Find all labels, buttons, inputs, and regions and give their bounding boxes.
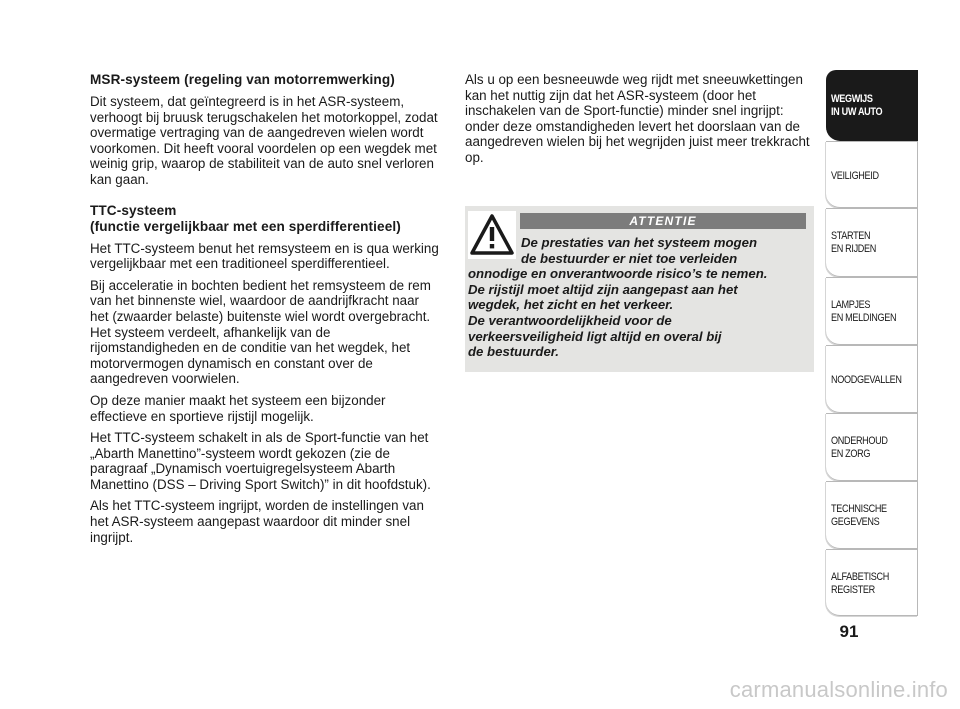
warning-line: onnodige en onverantwoorde risico’s te nemen. bbox=[468, 266, 768, 282]
warning-line: de bestuurder. bbox=[468, 344, 559, 360]
warning-header: ATTENTIE bbox=[520, 213, 806, 229]
tab-label-line2: IN UW AUTO bbox=[831, 105, 883, 118]
tab-label-line1: TECHNISCHE bbox=[831, 503, 887, 515]
tab-lampjes[interactable] bbox=[826, 277, 918, 345]
ttc-paragraph: Het TTC-systeem schakelt in als de Sport-functie van het „Abarth Manettino”-systeem wordt gekozen (zie de paragraaf „Dynamisch voertuigregelsysteem Abarth Manettino (DSS – Driving Sport Switch)” in dit hoofdstuk). bbox=[90, 430, 431, 492]
ttc-paragraph: Het TTC-systeem benut het remsysteem en is qua werking vergelijkbaar met een traditioneel sperdifferentieel. bbox=[90, 240, 439, 272]
tab-noodgevallen[interactable] bbox=[826, 345, 918, 413]
tab-alfabetisch[interactable] bbox=[826, 549, 918, 616]
msr-paragraph: Dit systeem, dat geïntegreerd is in het ASR-systeem, verhoogt bij bruusk terugschakelen het motorkoppel, zodat overmatige vertraging van de aangedreven wielen wordt voorkomen. Dit heeft vooral voordelen op een wegdek met weinig grip, waarop de stabiliteit van de auto snel verloren kan gaan. bbox=[90, 94, 438, 187]
snow-chains-paragraph: Als u op een besneeuwde weg rijdt met sneeuwkettingen kan het nuttig zijn dat het ASR-systeem (door het inschakelen van de Sport-functie) minder snel ingrijpt: onder deze omstandigheden levert het doorslaan van de aangedreven wielen bij het wegrijden juist meer trekkracht op. bbox=[465, 72, 810, 165]
ttc-heading-line2: (functie vergelijkbaar met een sperdifferentieel) bbox=[90, 218, 401, 234]
tab-label-line2: EN ZORG bbox=[831, 447, 871, 460]
warning-line: de bestuurder er niet toe verleiden bbox=[521, 250, 738, 266]
left-column bbox=[90, 72, 440, 551]
ttc-paragraph: Als het TTC-systeem ingrijpt, worden de instellingen van het ASR-systeem aangepast waardoor dit minder snel ingrijpt. bbox=[90, 498, 424, 545]
tab-label-line2: REGISTER bbox=[831, 583, 875, 596]
msr-heading: MSR-systeem (regeling van motorremwerking) bbox=[90, 72, 395, 87]
ttc-heading bbox=[90, 203, 440, 235]
tab-label-line2: EN RIJDEN bbox=[831, 242, 877, 255]
watermark: carmanualsonline.info bbox=[729, 677, 948, 702]
tab-label-line1: ONDERHOUD bbox=[831, 435, 888, 447]
tab-label-line2: GEGEVENS bbox=[831, 515, 880, 528]
tab-label-line1: NOODGEVALLEN bbox=[831, 374, 902, 386]
tab-label-line2: EN MELDINGEN bbox=[831, 311, 897, 324]
warning-text bbox=[468, 235, 808, 360]
tab-veiligheid[interactable] bbox=[826, 141, 918, 208]
tab-label-line1: LAMPJES bbox=[831, 299, 871, 311]
right-column bbox=[465, 72, 815, 172]
tab-label-line1: VEILIGHEID bbox=[831, 170, 879, 182]
tab-label-line1: ALFABETISCH bbox=[831, 571, 889, 583]
tab-wegwijs[interactable] bbox=[826, 70, 918, 141]
ttc-paragraph: Bij acceleratie in bochten bedient het remsysteem de rem van het binnenste wiel, waardoor de aandrijfkracht naar het (zwaarder belaste) buitenste wiel wordt overgebracht. Het systeem verdeelt, afhankelijk van de rijomstandigheden en de conditie van het wegdek, het motorvermogen dynamisch en constant over de aangedreven voorwielen. bbox=[90, 277, 431, 387]
page-number: 91 bbox=[839, 622, 859, 641]
ttc-heading-line1: TTC-systeem bbox=[90, 202, 177, 218]
warning-line: wegdek, het zicht en het verkeer. bbox=[468, 297, 674, 313]
warning-line: De prestaties van het systeem mogen bbox=[521, 235, 758, 250]
ttc-paragraph: Op deze manier maakt het systeem een bijzonder effectieve en sportieve rijstijl mogelijk. bbox=[90, 392, 386, 424]
warning-line: verkeersveiligheid ligt altijd en overal bij bbox=[468, 328, 722, 344]
warning-box bbox=[465, 206, 814, 372]
tab-starten[interactable] bbox=[826, 208, 918, 277]
tab-label-line1: WEGWIJS bbox=[831, 93, 873, 105]
warning-line: De rijstijl moet altijd zijn aangepast aan het bbox=[468, 281, 738, 297]
warning-line: De verantwoordelijkheid voor de bbox=[468, 312, 672, 328]
tab-technische[interactable] bbox=[826, 481, 918, 549]
tab-label-line1: STARTEN bbox=[831, 230, 871, 242]
tab-onderhoud[interactable] bbox=[826, 413, 918, 481]
